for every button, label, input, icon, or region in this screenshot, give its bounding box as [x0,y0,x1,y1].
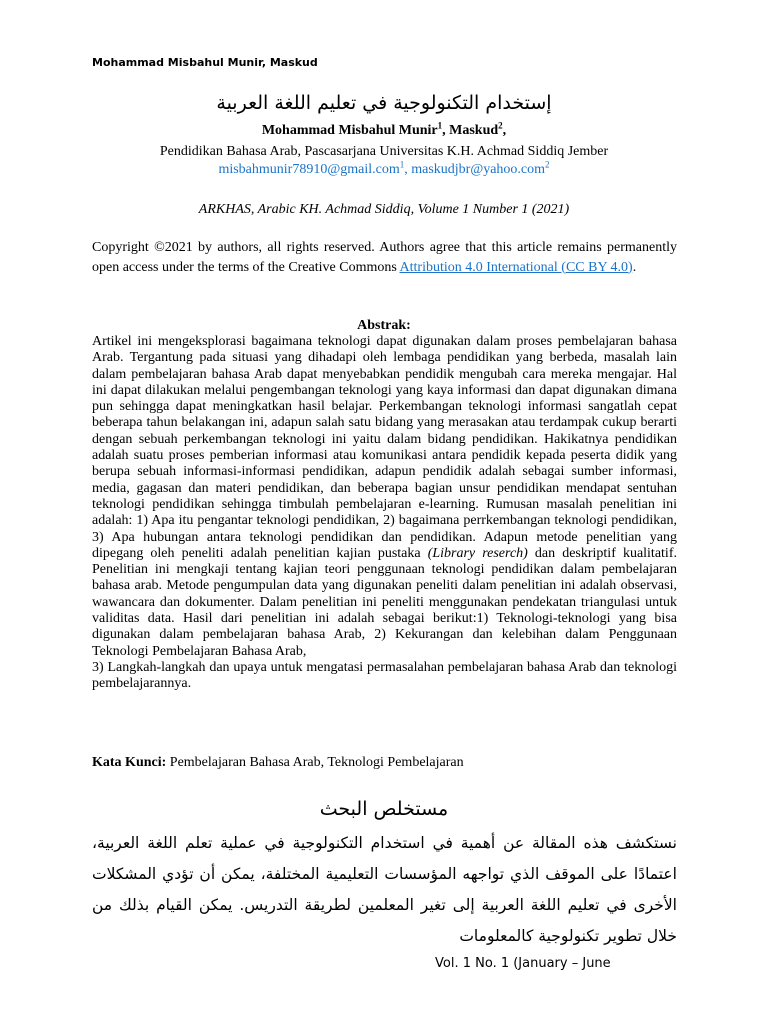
email-2-link[interactable]: maskudjbr@yahoo.com [411,162,546,177]
arabic-title: إستخدام التكنولوجية في تعليم اللغة العربية [216,92,552,114]
abstract-body [92,334,677,693]
email-1-link[interactable]: misbahmunir78910@gmail.com [218,162,400,177]
copyright-end: . [632,259,637,275]
email-line: misbahmunir78910@gmail.com$^1$, maskudjbr@yahoo.com$^2$ [218,159,550,177]
license-link[interactable]: Attribution 4.0 International (CC BY 4.0) [399,259,633,275]
email-2-mark: 2 [545,159,550,170]
journal-citation: ARKHAS, Arabic KH. Achmad Siddiq, Volume 1 Number 1 (2021) [198,202,570,217]
copyright-notice [92,238,677,277]
abstract-text-b: dan deskriptif kualitatif. Penelitian ini mengkaji tentang kajian teori penggunaan teknologi pendidikan dalam pembelajaran bahasa arab. Metode pengumpulan data yang digunakan peneliti dalam penelitian ini adalah observasi, wawancara dan dokumenter. Dalam penelitian ini peneliti menggunakan pendekatan triangulasi untuk validitas data. Hasil dari penelitian ini adalah sebagai berikut:1) Teknologi-teknologi yang bisa digunakan dalam pembelajaran bahasa Arab, 2) Kekurangan dan kelebihan dalam Penggunaan Teknologi Pembelajaran Bahasa Arab, [92,545,677,659]
author-line: Mohammad Misbahul Munir$^1$, Maskud$^2$, [261,120,507,138]
author-1: Mohammad Misbahul Munir [261,123,438,138]
author-1-affil-mark: 1 [437,120,443,131]
keywords [92,755,677,771]
abstract-paragraph-1 [92,334,677,660]
abstract-heading: Abstrak: [357,318,411,333]
affiliation: Pendidikan Bahasa Arab, Pascasarjana Universitas K.H. Achmad Siddiq Jember [159,144,609,159]
keywords-label: Kata Kunci: [92,755,167,770]
author-2-affil-mark: 2 [498,120,503,131]
author-2: Maskud [449,123,499,138]
abstract-paragraph-2: 3) Langkah-langkah dan upaya untuk mengatasi permasalahan pembelajaran bahasa Arab dan teknologi pembelajarannya. [92,659,677,692]
abstract-text-a: Artikel ini mengeksplorasi bagaimana teknologi dapat digunakan dalam proses pembelajaran bahasa Arab. Tergantung pada situasi yang dihadapi oleh lembaga pendidikan yang berbeda, masalah lain dalam pembelajaran bahasa Arab dapat menyebabkan pendidik mengubah cara mereka mengajar. Hal ini dapat dilakukan melalui pengembangan teknologi yang kaya informasi dan dapat digunakan dimana pun sehingga dapat meningkatkan hasil belajar. Perkembangan teknologi informasi sangatlah cepat beberapa tahun belakangan ini, adapun salah satu bidang yang merasakan atau terdampak cukup berarti dengan sebuah perkembangan teknologi ini yaitu dalam bidang pendidikan. Hakikatnya pendidikan adalah suatu proses pemberian informasi atau komunikasi antara pendidik kepada peserta didik yang berupa sebuah informasi-informasi pendidikan, adapun pendidik adalah sebagai sumber informasi, media, gagasan dan materi pendidikan, dan beberapa bagian unsur pendidikan mendapat sentuhan teknologi pendidikan sehingga timbulah pembelajaran e-learning. Rumusan masalah penelitian ini adalah: 1) Apa itu pengantar teknologi pendidikan, 2) bagaimana perrkembangan teknologi pendidikan, 3) Apa hubungan antara teknologi pendidikan dan pendidikan. Adapun metode penelitian yang dipegang oleh peneliti adalah penelitian kajian pustaka [92,334,677,561]
arabic-abstract-heading: مستخلص البحث [319,798,449,820]
email-1-mark: 1 [399,159,405,170]
keywords-text: Pembelajaran Bahasa Arab, Teknologi Pembelajaran [166,755,464,770]
running-head: Mohammad Misbahul Munir, Maskud [92,56,318,69]
copyright-text: Copyright ©2021 by authors, all rights reserved. Authors agree that this article remains permanently open access under the terms of the Creative Commons [92,240,677,275]
abstract-italic-term: (Library reserch) [427,545,528,561]
arabic-abstract-body: نستكشف هذه المقالة عن أهمية في استخدام التكنولوجية في عملية تعلم اللغة العربية، اعتمادًا على الموقف الذي تواجهه المؤسسات التعليمية المختلفة، يمكن أن تؤدي المشكلات الأخرى في تعليم اللغة العربية إلى تغير المعلمين لطريقة التدريس. يمكن القيام بذلك من خلال تطوير تكنولوجية كالمعلومات [92,834,677,945]
page-footer: Vol. 1 No. 1 (January – June [435,956,611,971]
